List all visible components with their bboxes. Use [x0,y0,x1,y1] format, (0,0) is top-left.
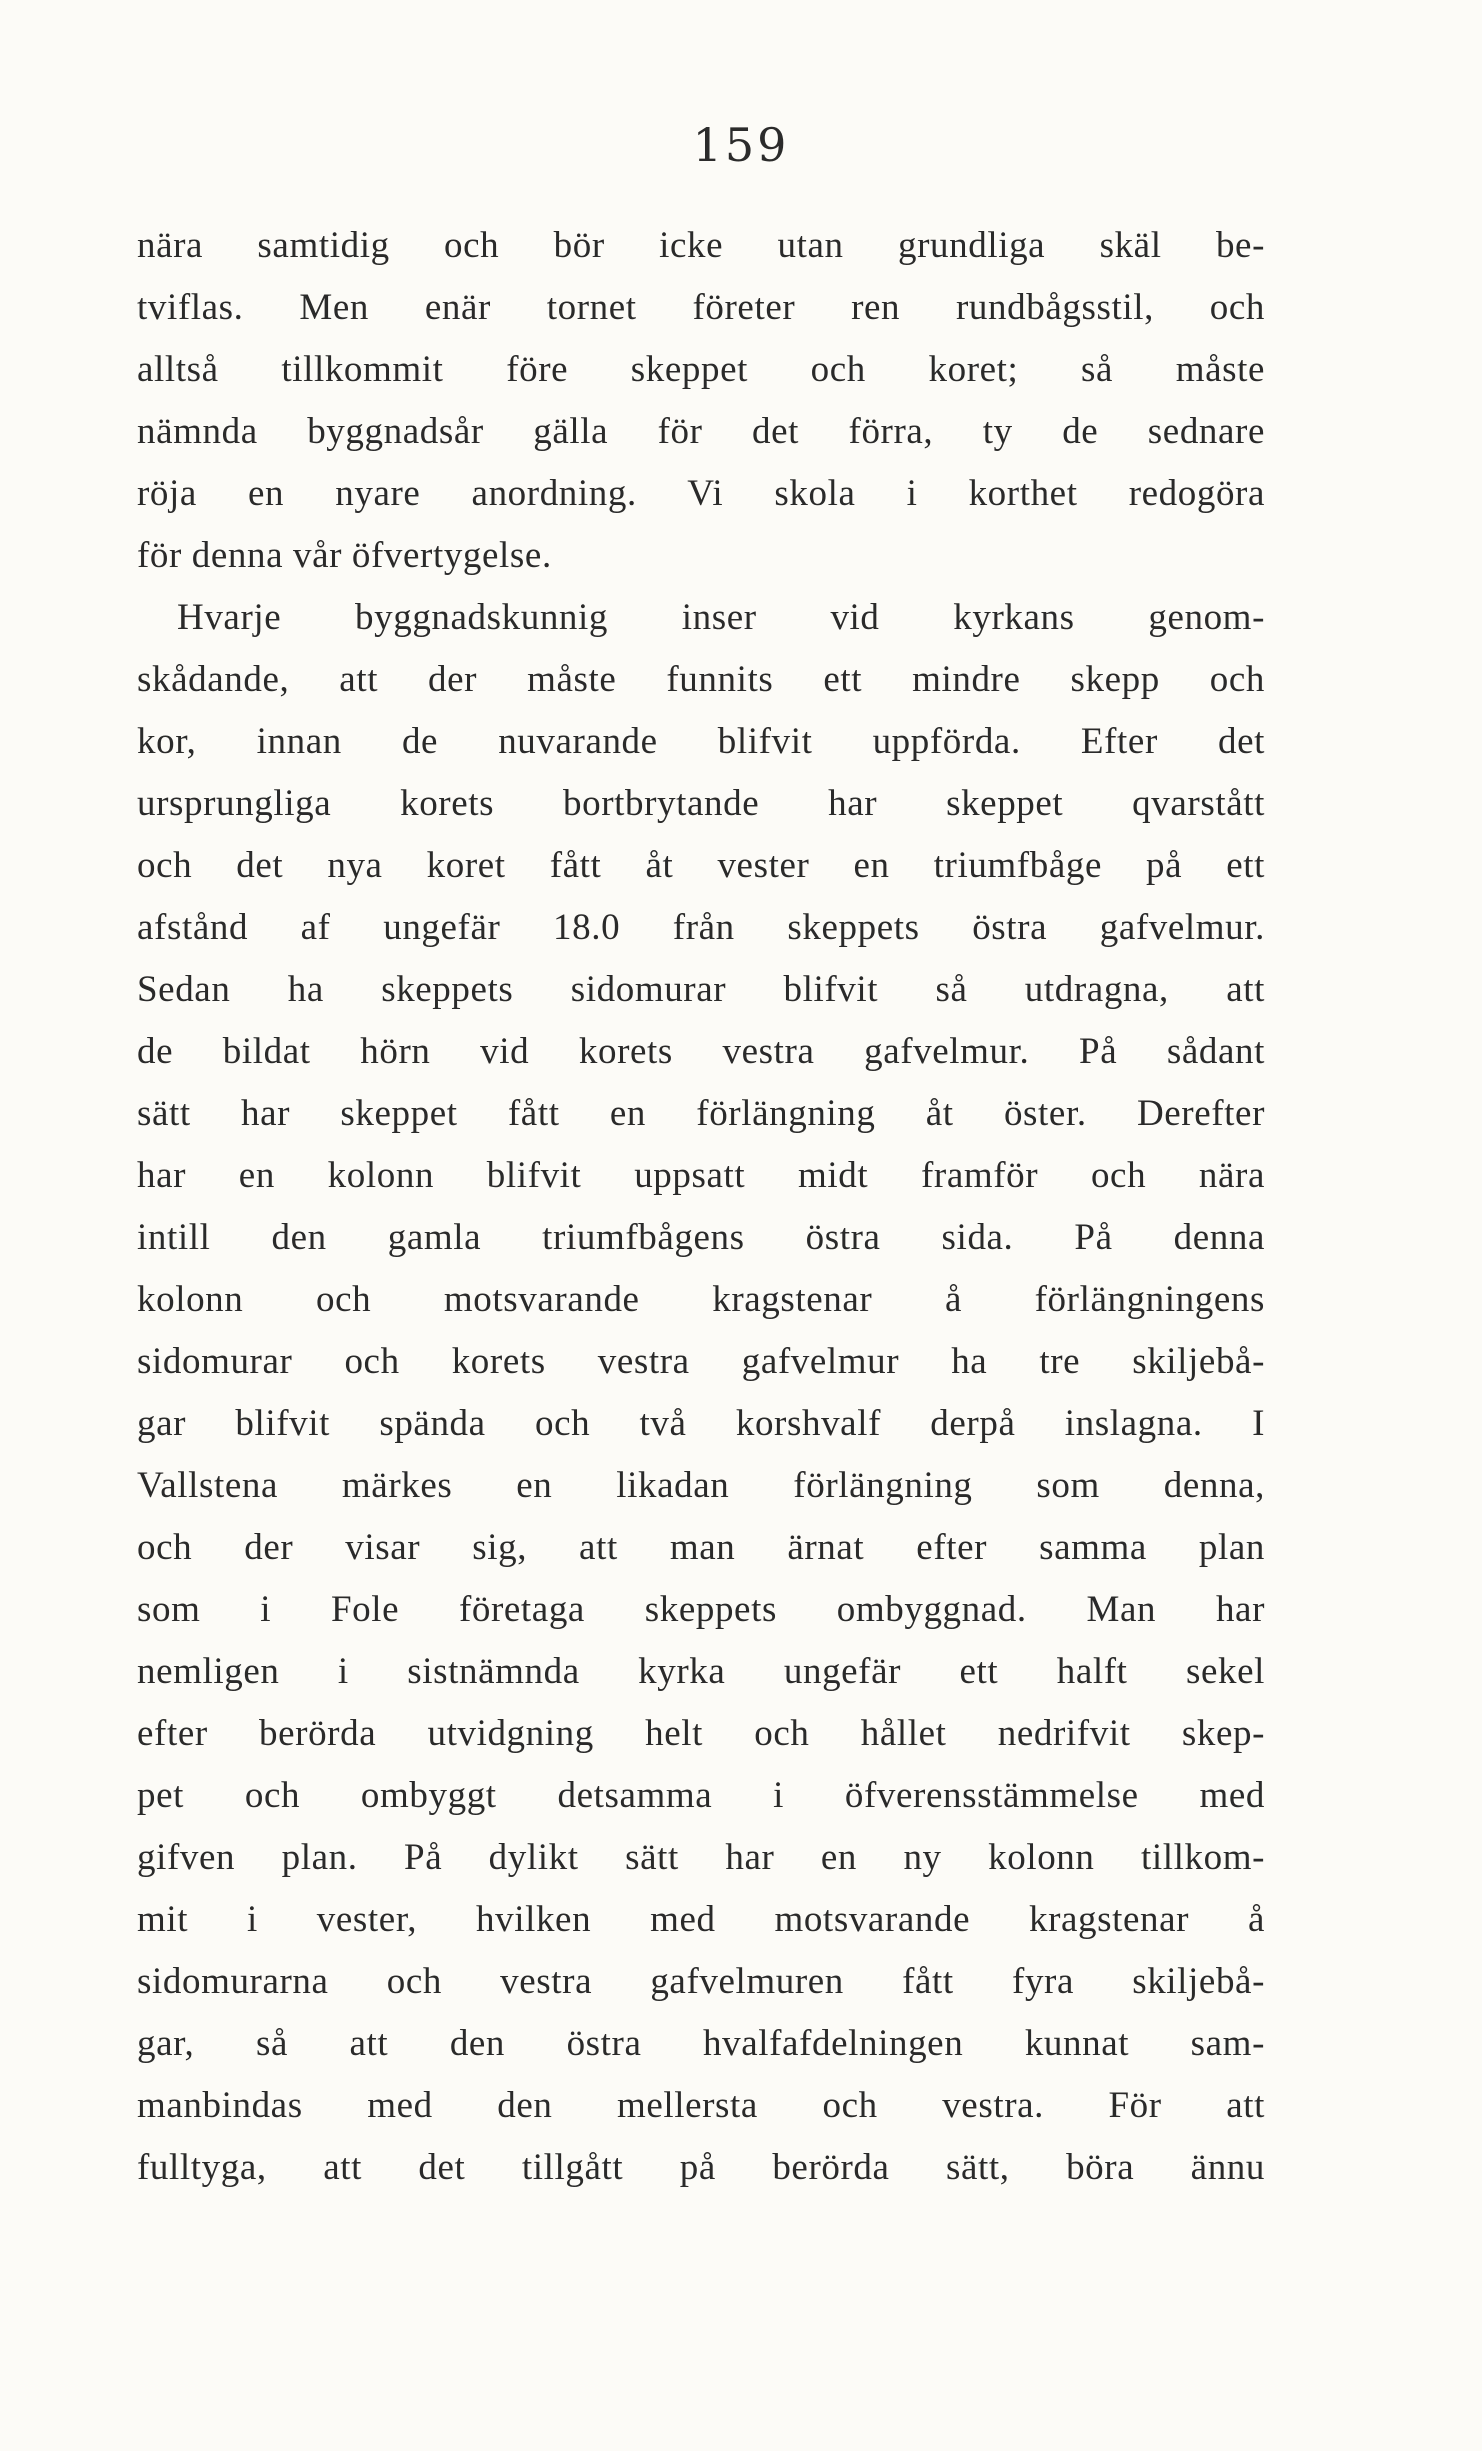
text-line: skådande, att der måste funnits ett mindre skepp och [137,659,1265,700]
text-line: röja en nyare anordning. Vi skola i korthet redogöra [137,473,1265,514]
text-line: kolonn och motsvarande kragstenar å förlängningens [137,1279,1265,1320]
text-line: kor, innan de nuvarande blifvit uppförda. Efter det [137,721,1265,762]
paragraph-start-line: Hvarje byggnadskunnig inser vid kyrkans genom- [177,597,1265,638]
text-line: för denna vår öfvertygelse. [137,535,552,576]
text-line: alltså tillkommit före skeppet och koret; så måste [137,349,1265,390]
page-number: 159 [692,118,790,172]
text-line: Sedan ha skeppets sidomurar blifvit så utdragna, att [137,969,1265,1010]
text-line: tviflas. Men enär tornet företer ren rundbågsstil, och [137,287,1265,328]
text-line: gar blifvit spända och två korshvalf derpå inslagna. I [137,1403,1265,1444]
text-line: nämnda byggnadsår gälla för det förra, ty de sednare [137,411,1265,452]
text-line: Vallstena märkes en likadan förlängning som denna, [137,1465,1265,1506]
text-line: sidomurar och korets vestra gafvelmur ha tre skiljebå- [137,1341,1265,1382]
text-line: de bildat hörn vid korets vestra gafvelmur. På sådant [137,1031,1265,1072]
text-line: sidomurarna och vestra gafvelmuren fått fyra skiljebå- [137,1961,1265,2002]
text-line: afstånd af ungefär 18.0 från skeppets östra gafvelmur. [137,907,1265,948]
text-line: gar, så att den östra hvalfafdelningen kunnat sam- [137,2023,1265,2064]
text-line: nemligen i sistnämnda kyrka ungefär ett halft sekel [137,1651,1265,1692]
text-line: manbindas med den mellersta och vestra. För att [137,2085,1265,2126]
text-line: mit i vester, hvilken med motsvarande kragstenar å [137,1899,1265,1940]
text-line: nära samtidig och bör icke utan grundliga skäl be- [137,225,1265,266]
text-line: pet och ombyggt detsamma i öfverensstämmelse med [137,1775,1265,1816]
text-line: har en kolonn blifvit uppsatt midt framför och nära [137,1155,1265,1196]
text-line: ursprungliga korets bortbrytande har skeppet qvarstått [137,783,1265,824]
text-line: gifven plan. På dylikt sätt har en ny kolonn tillkom- [137,1837,1265,1878]
text-line: som i Fole företaga skeppets ombyggnad. Man har [137,1589,1265,1630]
text-line: sätt har skeppet fått en förlängning åt öster. Derefter [137,1093,1265,1134]
text-line: fulltyga, att det tillgått på berörda sätt, böra ännu [137,2147,1265,2188]
body-text [137,215,1265,2199]
text-line: och det nya koret fått åt vester en triumfbåge på ett [137,845,1265,886]
text-line: intill den gamla triumfbågens östra sida. På denna [137,1217,1265,1258]
text-line: efter berörda utvidgning helt och hållet nedrifvit skep- [137,1713,1265,1754]
text-line: och der visar sig, att man ärnat efter samma plan [137,1527,1265,1568]
